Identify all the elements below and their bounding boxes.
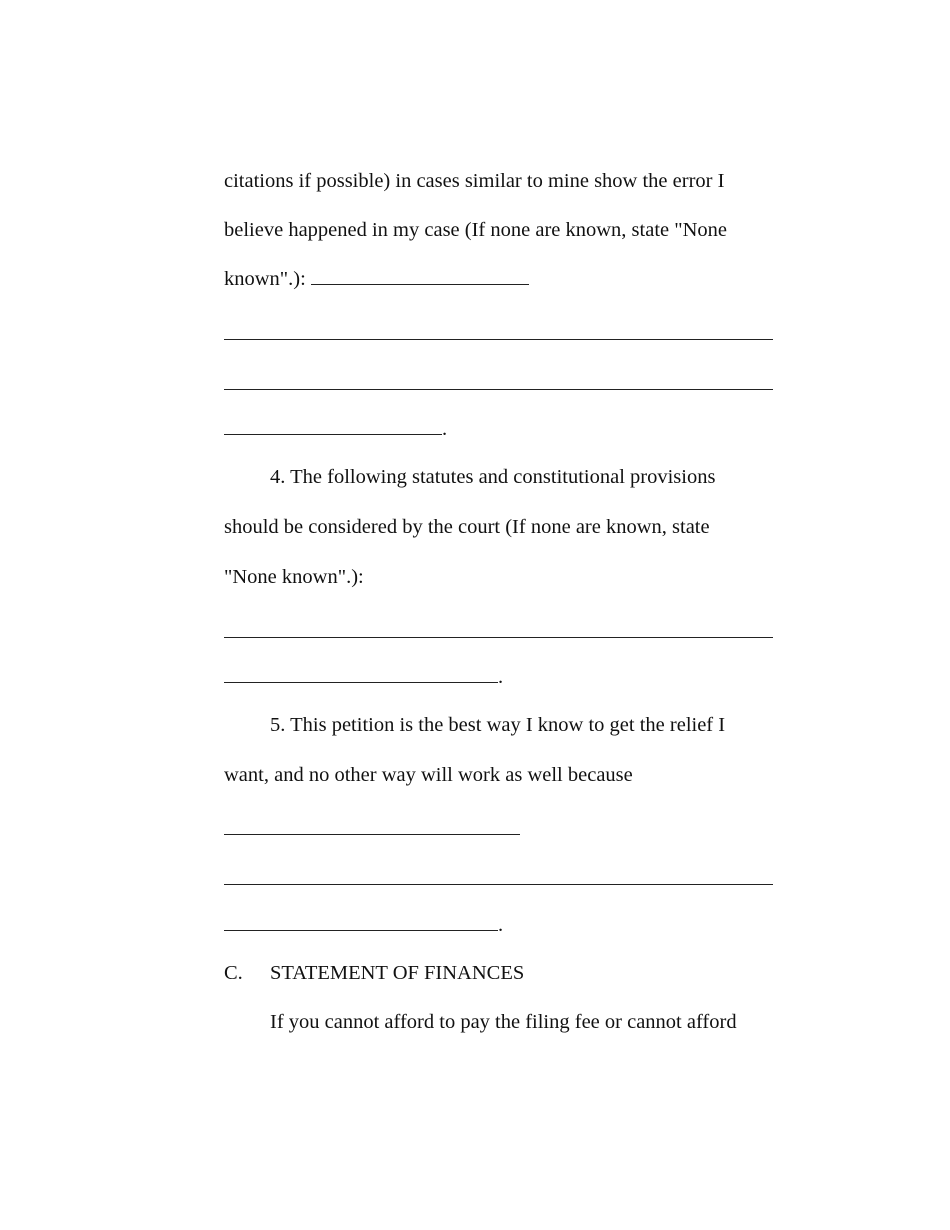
case-citation-blank-3[interactable] [224, 389, 773, 390]
section-c-title: STATEMENT OF FINANCES [270, 962, 525, 984]
paragraph-line-citations: citations if possible) in cases similar to mine show the error I [224, 170, 725, 192]
finances-intro-line: If you cannot afford to pay the filing fee or cannot afford [270, 1011, 737, 1033]
statutes-blank-1[interactable] [224, 637, 773, 638]
statutes-last-line [224, 664, 503, 690]
section-c-letter: C. [224, 962, 243, 984]
case-citation-last-line [224, 416, 447, 442]
item-4-line-2: should be considered by the court (If none are known, state [224, 516, 710, 538]
paragraph-line-believe: believe happened in my case (If none are known, state "None [224, 219, 728, 241]
item-4-line-3: "None known".): [224, 566, 364, 588]
known-label: known".): [224, 268, 311, 290]
reason-blank-1[interactable] [224, 834, 520, 835]
period-mark: . [498, 666, 504, 688]
reason-blank-2[interactable] [224, 884, 773, 885]
case-citation-blank-1[interactable] [311, 266, 529, 285]
item-5-line-1: 5. This petition is the best way I know to get the relief I [270, 714, 726, 736]
item-4-line-1: 4. The following statutes and constitutional provisions [270, 466, 716, 488]
period-mark: . [442, 418, 448, 440]
case-citation-blank-2[interactable] [224, 339, 773, 340]
reason-last-line [224, 912, 503, 938]
paragraph-line-known [224, 266, 529, 292]
case-citation-blank-4[interactable] [224, 416, 442, 435]
item-5-line-2: want, and no other way will work as well because [224, 764, 633, 786]
statutes-blank-2[interactable] [224, 664, 498, 683]
reason-blank-3[interactable] [224, 912, 498, 931]
period-mark: . [498, 914, 504, 936]
